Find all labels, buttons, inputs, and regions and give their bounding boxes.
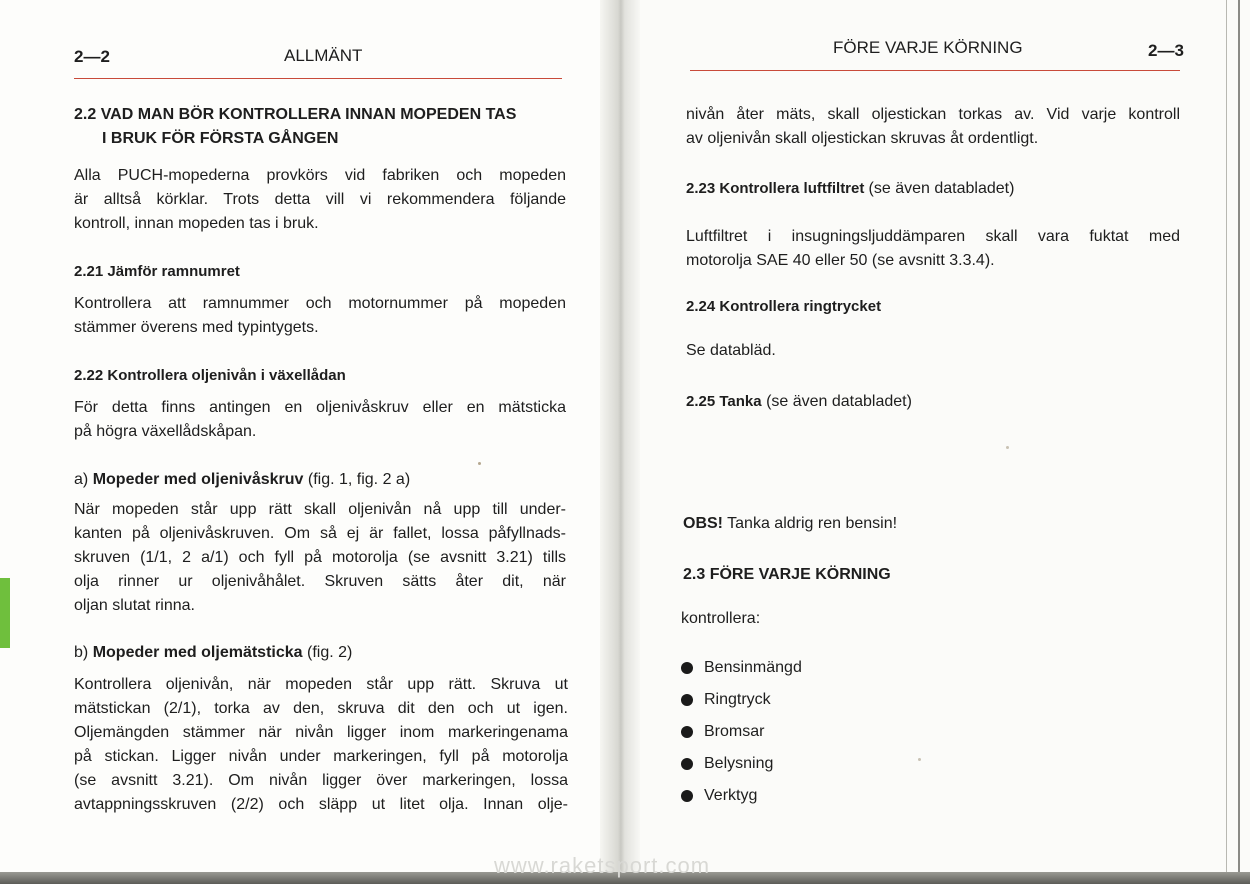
text-line: skruven (1/1, 2 a/1) och fyll på motorolja (se avsnitt 3.21) tills [74,549,566,566]
text-line: (se avsnitt 3.21). Om nivån ligger över markeringen, lossa [74,772,568,789]
item-reference: (fig. 2) [306,644,353,661]
running-header-left: ALLMÄNT [284,46,363,65]
header-rule-left [74,78,562,79]
text-line: på högra växellådskåpan. [74,423,257,440]
warning-label: OBS! [683,515,723,532]
paragraph-2-24: Se databläd. [686,342,776,359]
item-title: Mopeder med oljemätsticka [92,644,303,661]
item-title: Mopeder med oljenivåskruv [92,471,304,488]
item-heading-a [74,471,410,489]
subsection-heading-2-24: 2.24 Kontrollera ringtrycket [686,298,882,315]
checklist-item-label: Bromsar [704,723,765,740]
text-line: olja rinner ur oljenivåhålet. Skruven sätts åter dit, när [74,573,566,590]
text-line: kanten på oljenivåskruven. Om så ej är fallet, lossa påfyllnads- [74,525,566,542]
text-line: motorolja SAE 40 eller 50 (se avsnitt 3.3.4). [686,252,995,269]
checklist-item-label: Belysning [704,755,774,772]
subsection-heading-2-23 [686,180,1014,198]
heading-note: (se även databladet) [766,393,912,410]
bullet-icon [681,662,693,674]
running-header-right: FÖRE VARJE KÖRNING [833,38,1023,57]
page-number-left: 2—2 [74,47,110,66]
page-number-right: 2—3 [1148,41,1184,60]
section-heading-2-2: 2.2 VAD MAN BÖR KONTROLLERA INNAN MOPEDEN TAS [74,106,517,123]
page-edge-line [1238,0,1240,884]
item-marker: b) [74,644,89,661]
checklist-item [681,780,802,812]
subsection-heading-2-22: 2.22 Kontrollera oljenivån i växellådan [74,367,346,384]
heading-note: (se även databladet) [868,180,1015,197]
bullet-icon [681,726,693,738]
text-line: Kontrollera oljenivån, när mopeden står upp rätt. Skruva ut [74,676,568,693]
text-line: stämmer överens med typintygets. [74,319,319,336]
intro-paragraph [74,164,566,236]
header-rule-right [690,70,1180,71]
subsection-heading-2-21: 2.21 Jämför ramnumret [74,263,240,280]
page-edge-tab [0,578,10,648]
text-line: avtappningsskruven (2/2) och släpp ut litet olja. Innan olje- [74,796,568,813]
heading-text: 2.23 Kontrollera luftfiltret [686,180,865,197]
checklist-item [681,684,802,716]
item-reference: (fig. 1, fig. 2 a) [307,471,411,488]
checklist-item [681,748,802,780]
item-heading-b [74,644,352,662]
text-line: Oljemängden stämmer när nivån ligger inom markeringenama [74,724,568,741]
bullet-icon [681,790,693,802]
text-line: Kontrollera att ramnummer och motornummer på mopeden [74,295,566,312]
section-heading-2-2-cont: I BRUK FÖR FÖRSTA GÅNGEN [102,130,339,147]
checklist-item-label: Bensinmängd [704,659,802,676]
paragraph-2-21 [74,292,566,340]
paragraph-2-23 [686,225,1180,273]
checklist-item-label: Verktyg [704,787,758,804]
watermark: www.raketsport.com [494,853,711,878]
heading-text: 2.25 Tanka [686,393,762,410]
text-line: Luftfiltret i insugningsljuddämparen skall vara fuktat med [686,228,1180,245]
paper-speck [478,462,481,465]
book-gutter [600,0,640,884]
paragraph-b [74,673,568,817]
bullet-icon [681,694,693,706]
text-line: kontroll, innan mopeden tas i bruk. [74,215,319,232]
item-marker: a) [74,471,89,488]
text-line: För detta finns antingen en oljenivåskruv eller en mätsticka [74,399,566,416]
bullet-icon [681,758,693,770]
text-line: nivån åter mäts, skall oljestickan torkas av. Vid varje kontroll [686,106,1180,123]
page-edge-line [1226,0,1227,884]
paper-speck [918,758,921,761]
section-heading-2-3: 2.3 FÖRE VARJE KÖRNING [683,566,891,583]
paragraph-2-22 [74,396,566,444]
subsection-heading-2-25 [686,393,912,411]
text-line: av oljenivån skall oljestickan skruvas åt ordentligt. [686,130,1039,147]
text-line: När mopeden står upp rätt skall oljenivån nå upp till under- [74,501,566,518]
checklist [681,652,802,812]
checklist-label: kontrollera: [681,610,761,627]
paper-speck [1006,446,1009,449]
text-line: på stickan. Ligger nivån under markeringen, fyll på motorolja [74,748,568,765]
checklist-item [681,716,802,748]
paragraph-a [74,498,566,618]
text-line: mätstickan (2/1), torka av den, skruva dit den och ut igen. [74,700,568,717]
warning-note [683,515,897,533]
checklist-item-label: Ringtryck [704,691,771,708]
continuation-paragraph [686,103,1180,151]
checklist-item [681,652,802,684]
text-line: Alla PUCH-mopederna provkörs vid fabriken och mopeden [74,167,566,184]
text-line: oljan slutat rinna. [74,597,195,614]
warning-text: Tanka aldrig ren bensin! [727,515,898,532]
text-line: är alltså körklar. Trots detta vill vi rekommendera följande [74,191,566,208]
